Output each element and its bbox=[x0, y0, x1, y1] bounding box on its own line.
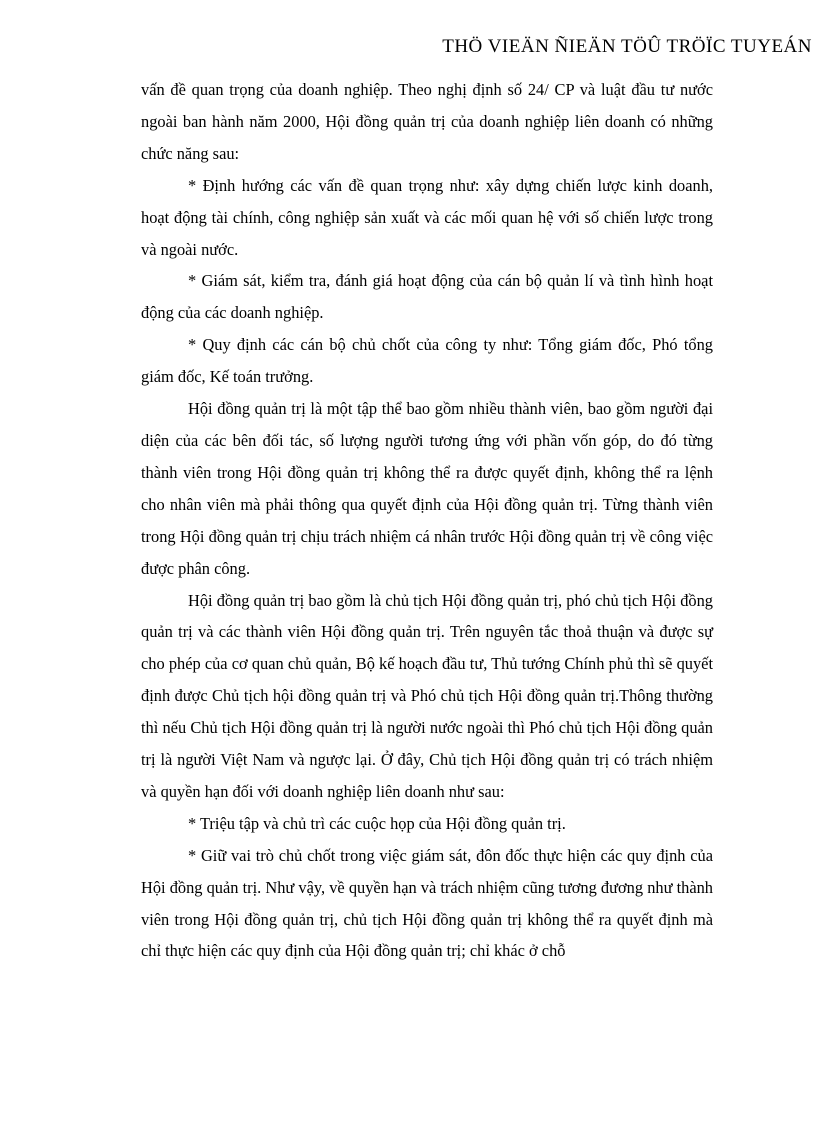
paragraph-board-members: Hội đồng quản trị là một tập thể bao gồm nhiều thành viên, bao gồm người đại diện của các bên đối tác, số lượng người tương ứng với phần vốn góp, do đó từng thành viên trong Hội đồng quản trị không thể ra được quyết định, không thể ra lệnh cho nhân viên mà phải thông qua quyết định của Hội đồng quản trị. Từng thành viên trong Hội đồng quản trị chịu trách nhiệm cá nhân trước Hội đồng quản trị về công việc được phân công. bbox=[141, 399, 713, 578]
paragraph-bullet-strategy: * Định hướng các vấn đề quan trọng như: xây dựng chiến lược kinh doanh, hoạt động tài chính, công nghiệp sản xuất và các mối quan hệ với số chiến lược trong và ngoài nước. bbox=[141, 175, 713, 259]
paragraph-intro: vấn đề quan trọng của doanh nghiệp. Theo nghị định số 24/ CP và luật đầu tư nước ngoài ban hành năm 2000, Hội đồng quản trị của doanh nghiệp liên doanh có những chức năng sau: bbox=[141, 80, 713, 163]
paragraph-bullet-supervision: * Giám sát, kiểm tra, đánh giá hoạt động của cán bộ quản lí và tình hình hoạt động của các doanh nghiệp. bbox=[141, 271, 713, 323]
page-header: THÖ VIEÄN ÑIEÄN TÖÛ TRÖÏC TUYEÁN bbox=[442, 36, 812, 57]
paragraph-bullet-oversight: * Giữ vai trò chủ chốt trong việc giám sát, đôn đốc thực hiện các quy định của Hội đồng quản trị. Như vậy, về quyền hạn và trách nhiệm cũng tương đương như thành viên trong Hội đồng quản trị, chủ tịch Hội đồng quản trị không thể ra quyết định mà chỉ thực hiện các quy định của Hội đồng quản trị; chỉ khác ở chỗ bbox=[141, 845, 713, 961]
paragraph-board-chair: Hội đồng quản trị bao gồm là chủ tịch Hội đồng quản trị, phó chủ tịch Hội đồng quản trị và các thành viên Hội đồng quản trị. Trên nguyên tắc thoả thuận và được sự cho phép của cơ quan chủ quản, Bộ kế hoạch đầu tư, Thủ tướng Chính phủ thì sẽ quyết định được Chủ tịch hội đồng quản trị và Phó chủ tịch Hội đồng quản trị.Thông thường thì nếu Chủ tịch Hội đồng quản trị là người nước ngoài thì Phó chủ tịch Hội đồng quản trị là người Việt Nam và ngược lại. Ở đây, Chủ tịch Hội đồng quản trị có trách nhiệm và quyền hạn đối với doanh nghiệp liên doanh như sau: bbox=[141, 590, 713, 801]
paragraph-bullet-appointments: * Quy định các cán bộ chủ chốt của công ty như: Tổng giám đốc, Phó tổng giám đốc, Kế toán trưởng. bbox=[141, 335, 713, 387]
document-body bbox=[141, 74, 713, 967]
paragraph-bullet-meetings: * Triệu tập và chủ trì các cuộc họp của Hội đồng quản trị. bbox=[188, 813, 566, 833]
